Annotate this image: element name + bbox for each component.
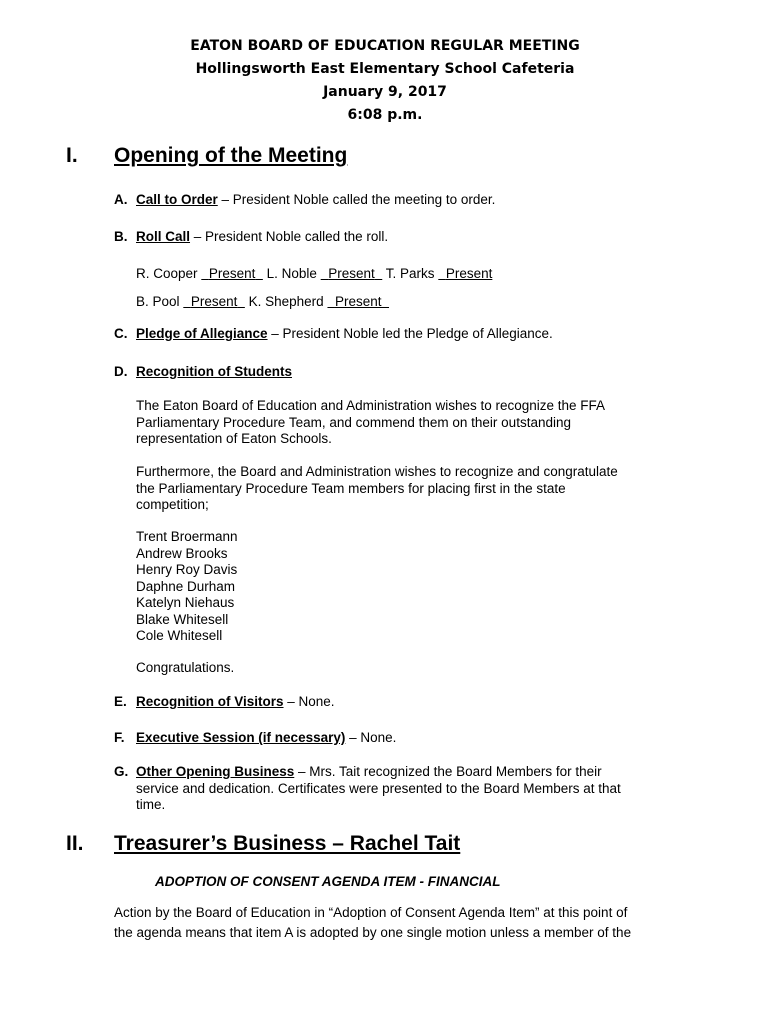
item-g-title: Other Opening Business: [136, 764, 295, 779]
list-item: Daphne Durham: [136, 578, 236, 594]
item-c-title: Pledge of Allegiance: [136, 326, 268, 341]
roll-name: L. Noble: [266, 266, 317, 281]
item-recognition-students: [136, 364, 292, 379]
section-2-number: II.: [66, 832, 84, 855]
roll-name: B. Pool: [136, 294, 180, 309]
consent-agenda-paragraph: Action by the Board of Education in “Adoption of Consent Agenda Item” at this point of the agenda means that item A is adopted by one single motion unless a member of the: [114, 905, 632, 940]
item-roll-call: [136, 229, 388, 244]
list-item: Andrew Brooks: [136, 545, 228, 561]
roll-status: Present: [328, 266, 375, 281]
item-other-business: Other Opening Business – Mrs. Tait recognized the Board Members for their service and dedication. Certificates were presented to the Board Members at that time.: [136, 764, 621, 812]
item-recognition-visitors: [136, 694, 335, 709]
item-g-letter: G.: [114, 764, 129, 779]
student-list: [136, 529, 238, 645]
students-paragraph-1: The Eaton Board of Education and Administration wishes to recognize the FFA Parliamentary Procedure Team, and commend them on their outstanding representation of Eaton Schools.: [136, 398, 606, 446]
item-f-title: Executive Session (if necessary): [136, 730, 346, 745]
item-f-text: – None.: [345, 730, 397, 745]
item-f-letter: F.: [114, 730, 125, 745]
roll-name: T. Parks: [385, 266, 435, 281]
item-a-letter: A.: [114, 192, 128, 207]
list-item: Blake Whitesell: [136, 611, 229, 627]
roll-line-2: [136, 294, 389, 309]
item-executive-session: [136, 730, 396, 745]
item-b-title: Roll Call: [136, 229, 191, 244]
meeting-title: EATON BOARD OF EDUCATION REGULAR MEETING: [190, 38, 580, 54]
item-c-letter: C.: [114, 326, 128, 341]
list-item: Trent Broermann: [136, 529, 238, 544]
roll-status: Present: [445, 266, 493, 281]
consent-agenda-heading: ADOPTION OF CONSENT AGENDA ITEM - FINANCIAL: [155, 874, 501, 889]
item-e-letter: E.: [114, 694, 127, 709]
list-item: Cole Whitesell: [136, 628, 223, 643]
section-1-number: I.: [66, 144, 78, 167]
roll-status: Present: [334, 294, 382, 309]
item-b-text: – President Noble called the roll.: [190, 229, 389, 244]
roll-status: Present: [208, 266, 256, 281]
roll-status: Present: [190, 294, 238, 309]
meeting-time: 6:08 p.m.: [347, 107, 423, 123]
item-pledge: [136, 326, 553, 341]
roll-name: K. Shepherd: [248, 294, 324, 309]
list-item: Henry Roy Davis: [136, 562, 238, 577]
section-1-title: Opening of the Meeting: [114, 144, 348, 167]
item-a-text: – President Noble called the meeting to order.: [217, 192, 496, 207]
item-g-text: – Mrs. Tait recognized the Board Members for their: [294, 764, 602, 779]
meeting-location: Hollingsworth East Elementary School Cafeteria: [195, 61, 575, 77]
roll-name: R. Cooper: [136, 266, 198, 281]
item-c-text: – President Noble led the Pledge of Allegiance.: [267, 326, 553, 341]
section-2-title: Treasurer’s Business – Rachel Tait: [114, 832, 461, 855]
item-call-to-order: [136, 192, 495, 207]
list-item: Katelyn Niehaus: [136, 595, 235, 610]
students-paragraph-2: Furthermore, the Board and Administration wishes to recognize and congratulate the Parliamentary Procedure Team members for placing first in the state competition;: [136, 464, 618, 512]
item-a-title: Call to Order: [136, 192, 218, 207]
item-e-title: Recognition of Visitors: [136, 694, 284, 709]
item-b-letter: B.: [114, 229, 128, 244]
congratulations-text: Congratulations.: [136, 660, 235, 675]
item-d-letter: D.: [114, 364, 128, 379]
item-e-text: – None.: [283, 694, 335, 709]
roll-line-1: [136, 266, 492, 281]
meeting-date: January 9, 2017: [323, 84, 447, 100]
item-d-title: Recognition of Students: [136, 364, 292, 379]
